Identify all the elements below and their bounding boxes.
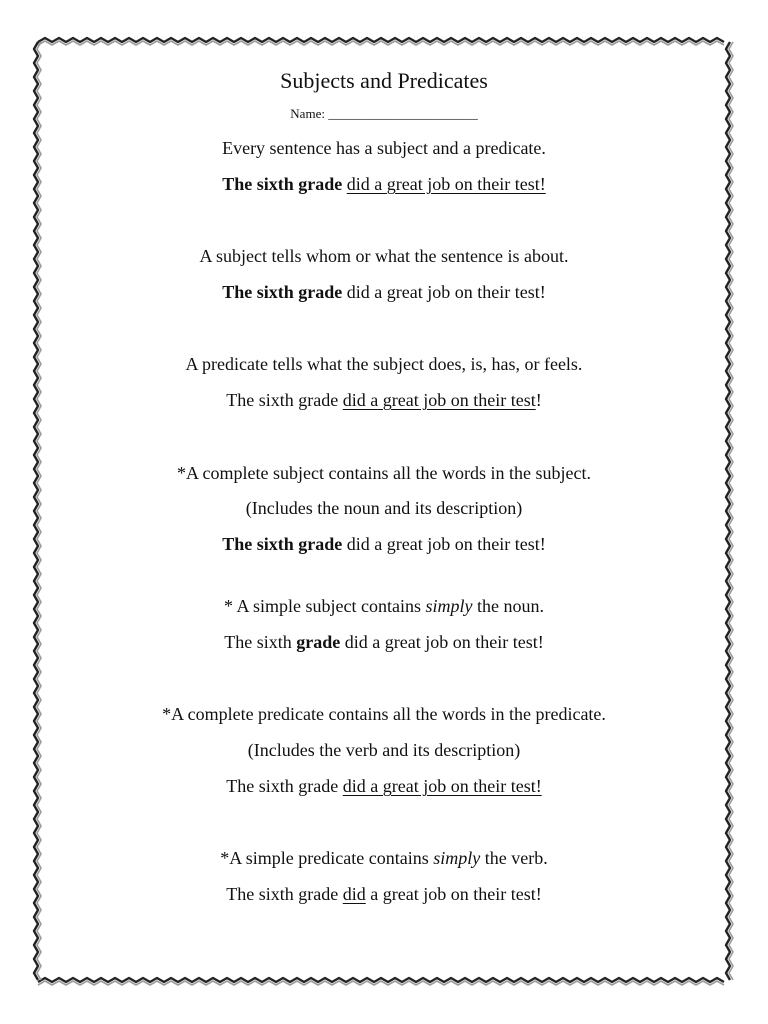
name-field-label: Name: _______________________ [290,106,478,121]
example-predicate-underlined: did a great job on their test! [346,174,546,194]
complete-predicate-note: (Includes the verb and its description) [247,740,521,760]
sentence-definition: Every sentence has a subject and a predicate. [222,138,546,158]
example-subject-bold: The sixth grade [222,282,343,302]
example-complete-predicate [60,776,708,797]
example-simple-subject-bold: grade [296,632,341,652]
complete-subject-note: (Includes the noun and its description) [245,498,523,518]
example-complete-subject [60,534,708,555]
example-start: The sixth [224,632,297,652]
simple-subject-definition [60,596,708,617]
emphasis-simply: simply [433,848,481,868]
simple-predicate-definition [60,848,708,869]
worksheet-page [60,60,708,960]
border-bottom-inner [38,981,724,985]
example-rest: did a great job on their test! [340,632,544,652]
definition-text-end: the noun. [472,596,544,616]
example-subject-plain: The sixth grade [226,390,343,410]
example-subject-plain: The sixth grade [226,776,343,796]
example-rest: did a great job on their test! [342,534,546,554]
example-subject-and-predicate [60,174,708,195]
definition-text: * A simple subject contains [224,596,426,616]
subject-definition: A subject tells whom or what the sentence is about. [199,246,569,266]
example-subject-bold: The sixth grade [222,174,343,194]
example-rest: did a great job on their test! [342,282,546,302]
example-predicate-underlined: did a great job on their test! [342,776,542,796]
worksheet-title: Subjects and Predicates [280,68,488,93]
complete-subject-definition: *A complete subject contains all the words in the subject. [177,463,591,483]
example-predicate-underlined: did a great job on their test [342,390,536,410]
example-subject [60,282,708,303]
example-subject-bold: The sixth grade [222,534,343,554]
example-simple-subject [60,632,708,653]
example-predicate [60,390,708,411]
predicate-definition: A predicate tells what the subject does, is, has, or feels. [185,354,583,374]
complete-predicate-definition: *A complete predicate contains all the words in the predicate. [162,704,606,724]
definition-text-end: the verb. [480,848,548,868]
example-start: The sixth grade [226,884,343,904]
border-top-inner [38,41,724,45]
example-simple-predicate [60,884,708,905]
definition-text: *A simple predicate contains [220,848,434,868]
example-rest: a great job on their test! [365,884,542,904]
example-simple-predicate-underlined: did [342,884,366,904]
emphasis-simply: simply [425,596,473,616]
example-end-mark: ! [535,390,542,410]
